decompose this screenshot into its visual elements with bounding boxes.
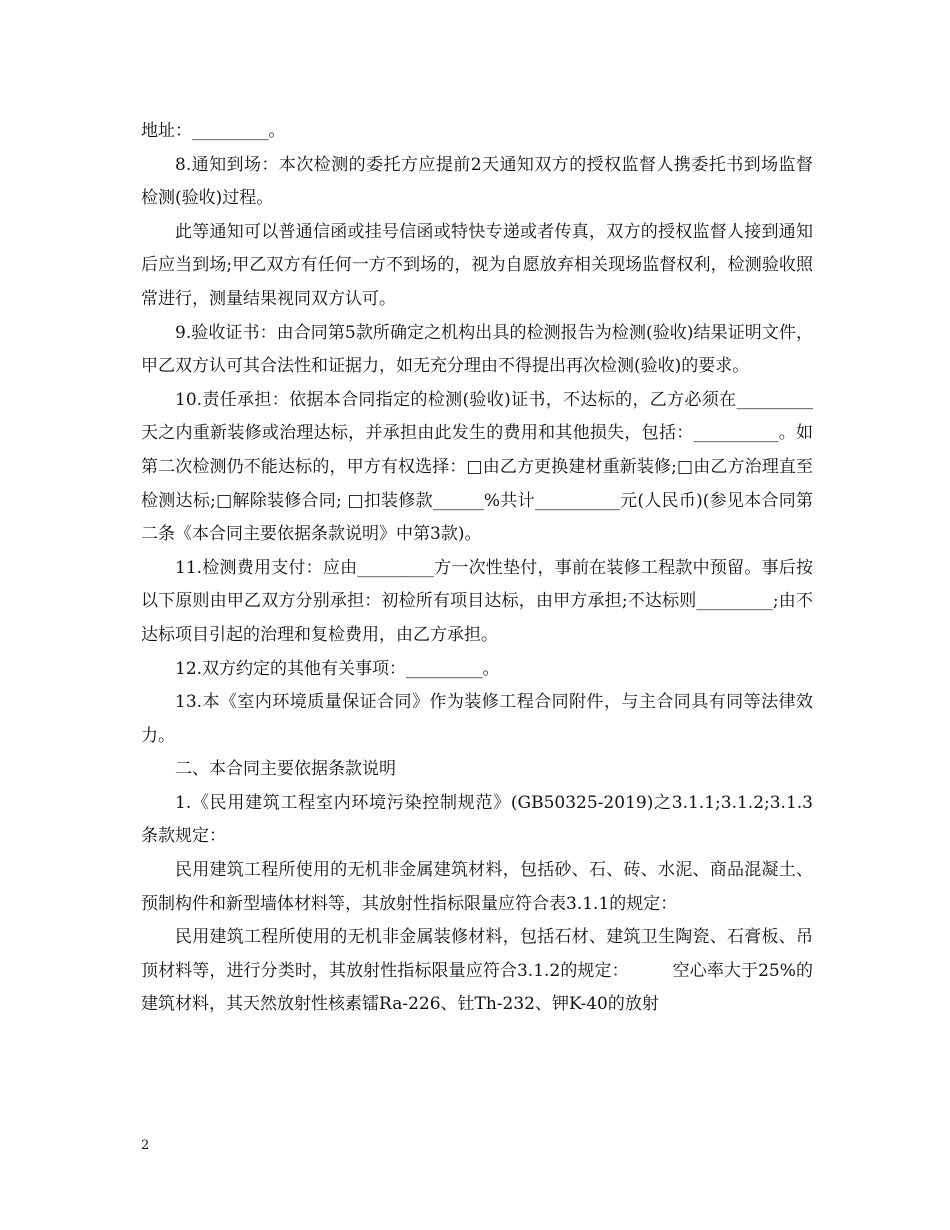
section-heading-2: 二、本合同主要依据条款说明 <box>175 759 396 780</box>
contract-body <box>141 115 813 1022</box>
paragraph-clause-13: 13.本《室内环境质量保证合同》作为装修工程合同附件，与主合同具有同等法律效力。 <box>141 692 813 746</box>
paragraph-notice-method: 此等通知可以普通信函或挂号信函或特快专递或者传真，双方的授权监督人接到通知后应当到场;甲乙双方有任何一方不到场的，视为自愿放弃相关现场监督权利，检测验收照常进行，测量结果视同双方认可。 <box>141 221 813 309</box>
page-number: 2 <box>141 1138 150 1153</box>
paragraph-clause-9: 9.验收证书：由合同第5款所确定之机构出具的检测报告为检测(验收)结果证明文件，甲乙双方认可其合法性和证据力，如无充分理由不得提出再次检测(验收)的要求。 <box>141 322 813 377</box>
paragraph-building-materials: 民用建筑工程所使用的无机非金属建筑材料，包括砂、石、砖、水泥、商品混凝土、预制构件和新型墙体材料等，其放射性指标限量应符合表3.1.1的规定： <box>141 860 813 914</box>
paragraph-clause-12: 12.双方约定的其他有关事项：_________。 <box>175 658 500 679</box>
paragraph-address: 地址：_________。 <box>141 121 286 141</box>
paragraph-decoration-materials: 民用建筑工程所使用的无机非金属装修材料，包括石材、建筑卫生陶瓷、石膏板、吊顶材料等，进行分类时，其放射性指标限量应符合3.1.2的规定： 空心率大于25%的建筑材料，其天然放射性核素镭Ra-226、钍Th-232、钾K-40的放射 <box>141 927 813 1015</box>
paragraph-clause-10: 10.责任承担：依据本合同指定的检测(验收)证书，不达标的，乙方必须在_________天之内重新装修或治理达标，并承担由此发生的费用和其他损失，包括：__________。如第二次检测仍不能达标的，甲方有权选择：□由乙方更换建材重新装修;□由乙方治理直至检测达标;□解除装修合同; □扣装修款______%共计__________元(人民币)(参见本合同第二条《本合同主要依据条款说明》中第3款)。 <box>141 389 813 545</box>
paragraph-clause-11: 11.检测费用支付：应由_________方一次性垫付，事前在装修工程款中预留。事后按以下原则由甲乙双方分别承担：初检所有项目达标，由甲方承担;不达标则_________;由不达标项目引起的治理和复检费用，由乙方承担。 <box>141 557 813 645</box>
paragraph-standard-reference: 1.《民用建筑工程室内环境污染控制规范》(GB50325-2019)之3.1.1;3.1.2;3.1.3条款规定： <box>141 792 813 847</box>
paragraph-clause-8: 8.通知到场：本次检测的委托方应提前2天通知双方的授权监督人携委托书到场监督检测(验收)过程。 <box>141 154 813 209</box>
